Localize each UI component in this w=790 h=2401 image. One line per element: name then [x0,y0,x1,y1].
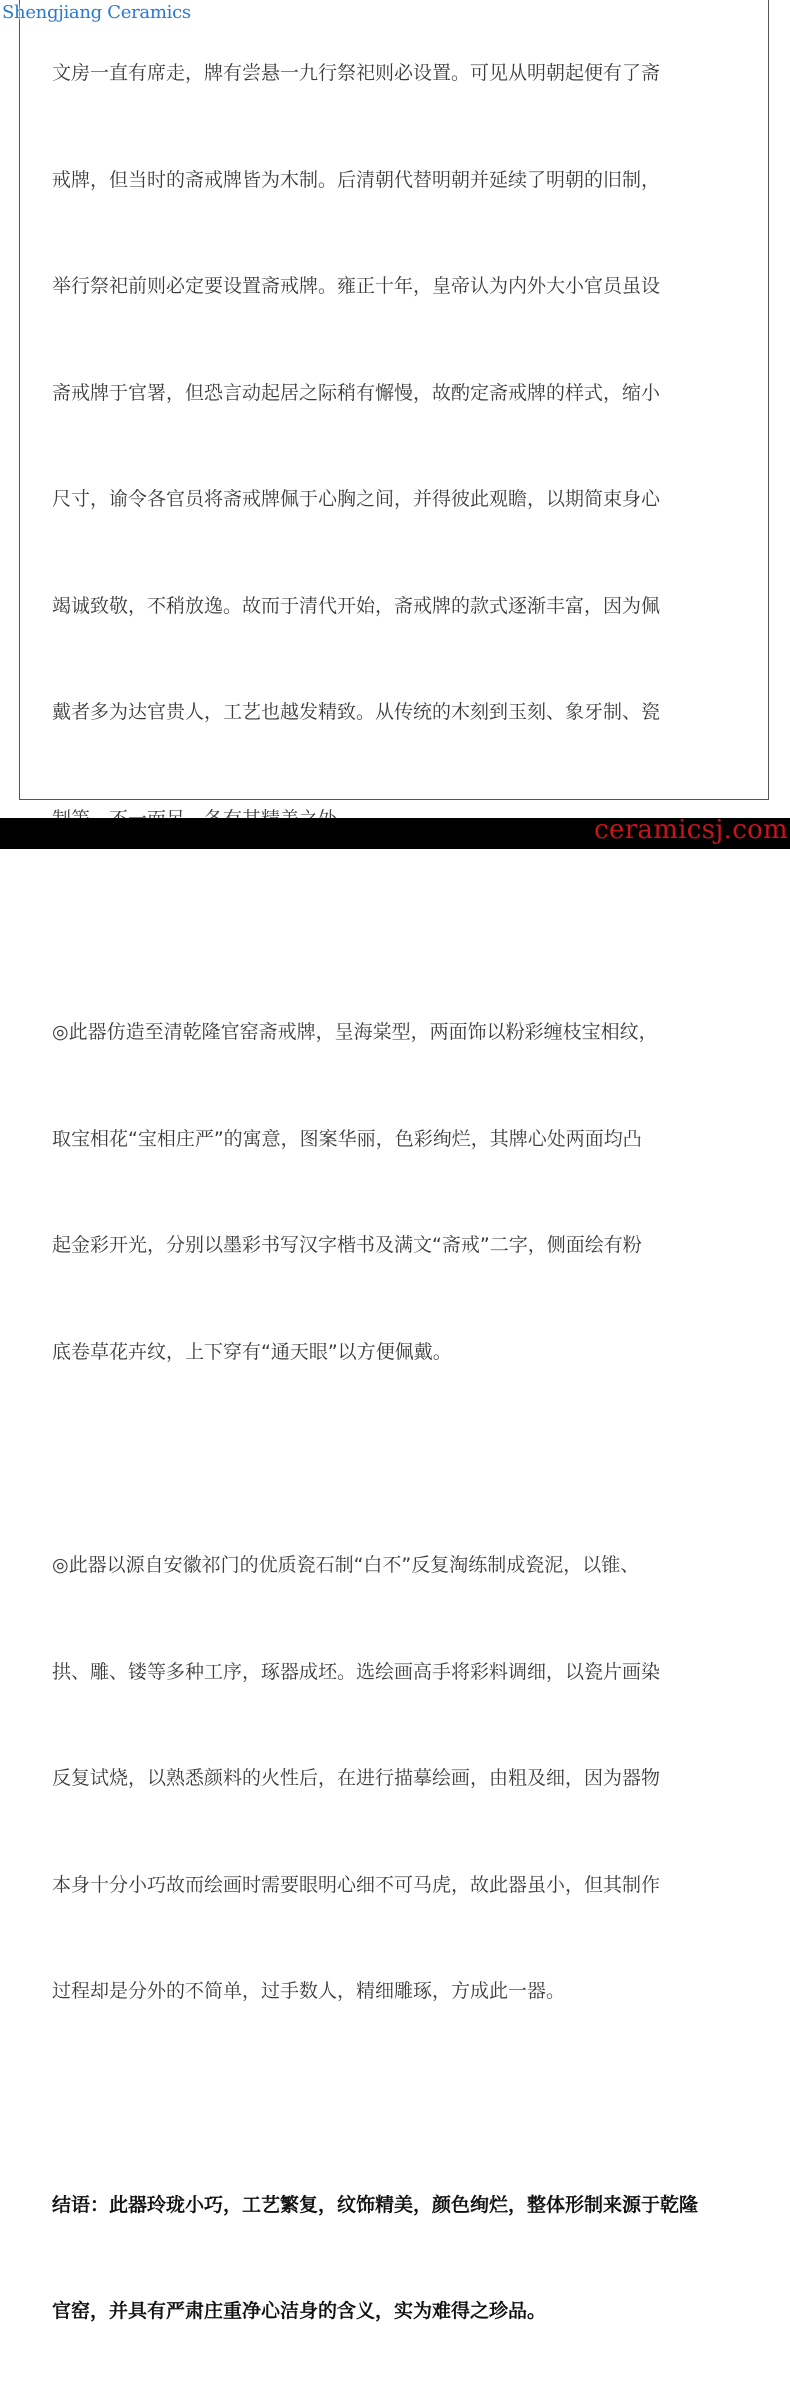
text-line: 拱、雕、镂等多种工序，琢器成坯。选绘画高手将彩料调细，以瓷片画染 [52,1660,661,1683]
text-line: ◎此器以源自安徽祁门的优质瓷石制“白不”反复淘练制成瓷泥，以锥、 [52,1554,640,1576]
text-line: 取宝相花“宝相庄严”的寓意，图案华丽，色彩绚烂，其牌心处两面均凸 [52,1127,642,1150]
text-line: 结语：此器玲珑小巧，工艺繁复，纹饰精美，颜色绚烂，整体形制来源于乾隆 [52,2193,699,2216]
watermark-logo: Shengjiang Ceramics [2,2,191,23]
text-line: 底卷草花卉纹，上下穿有“通天眼”以方便佩戴。 [52,1340,452,1363]
text-line: 文房一直有席走，牌有尝悬一九行祭祀则必设置。可见从明朝起便有了斋 [52,62,661,84]
paragraph-design [52,944,752,1441]
paragraph-gap [52,1441,752,1477]
text-line: 竭诚致敬，不稍放逸。故而于清代开始，斋戒牌的款式逐渐丰富，因为佩 [52,594,661,617]
text-line: 斋戒牌于官署，但恐言动起居之际稍有懈慢，故酌定斋戒牌的样式，缩小 [52,381,661,404]
footer-brand-link[interactable]: ceramicsj.com [594,815,788,845]
paragraph-craft [52,1477,752,2081]
text-line: 戴者多为达官贵人，工艺也越发精致。从传统的木刻到玉刻、象牙制、瓷 [52,701,661,723]
paragraph-gap [52,908,752,944]
text-line: 尺寸，谕令各官员将斋戒牌佩于心胸之间，并得彼此观瞻，以期简束身心 [52,488,661,510]
text-line: 官窑，并具有严肃庄重净心洁身的含义，实为难得之珍品。 [52,2300,547,2322]
text-line: 起金彩开光，分别以墨彩书写汉字楷书及满文“斋戒”二字，侧面绘有粉 [52,1234,642,1256]
footer-bar [0,815,790,849]
text-line: ◎此器仿造至清乾隆官窑斋戒牌，呈海棠型，两面饰以粉彩缠枝宝相纹， [52,1021,658,1043]
paragraph-gap [52,2081,752,2117]
text-line: 举行祭祀前则必定要设置斋戒牌。雍正十年，皇帝认为内外大小官员虽设 [52,275,661,297]
paragraph-conclusion [52,2117,752,2401]
text-line: 过程却是分外的不简单，过手数人，精细雕琢，方成此一器。 [52,1980,566,2002]
paragraph-history [52,0,752,908]
text-line: 戒牌，但当时的斋戒牌皆为木制。后清朝代替明朝并延续了明朝的旧制， [52,168,661,191]
text-line: 本身十分小巧故而绘画时需要眼明心细不可马虎，故此器虽小，但其制作 [52,1873,661,1896]
article-body [52,0,752,2401]
text-line: 反复试烧，以熟悉颜料的火性后，在进行描摹绘画，由粗及细，因为器物 [52,1767,661,1789]
